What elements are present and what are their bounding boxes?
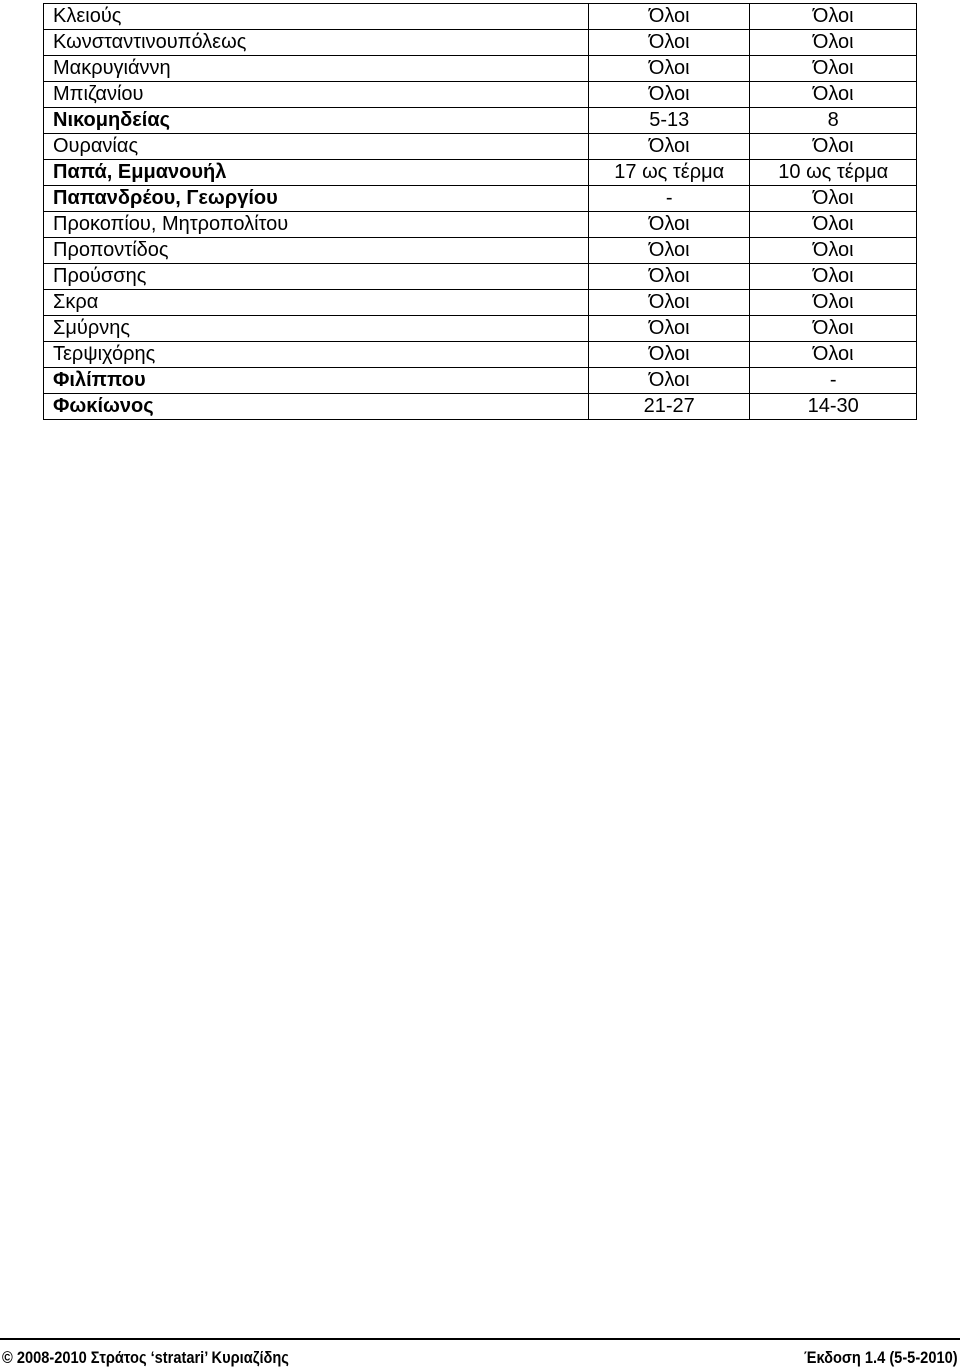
range-cell-1: 21-27 [588, 394, 749, 420]
range-cell-2: Όλοι [750, 56, 917, 82]
table-row [44, 290, 917, 316]
range-cell-1: 5-13 [588, 108, 749, 134]
streets-table-body [44, 4, 917, 420]
table-row [44, 316, 917, 342]
table-row [44, 264, 917, 290]
table-row [44, 238, 917, 264]
range-cell-2: 10 ως τέρμα [750, 160, 917, 186]
footer-copyright: © 2008-2010 Στράτος ‘stratari’ Κυριαζίδης [2, 1348, 289, 1367]
range-cell-1: Όλοι [588, 30, 749, 56]
range-cell-2: Όλοι [750, 290, 917, 316]
range-cell-2: Όλοι [750, 212, 917, 238]
table-row [44, 160, 917, 186]
range-cell-1: Όλοι [588, 316, 749, 342]
street-name-cell: Προκοπίου, Μητροπολίτου [44, 212, 589, 238]
street-name-cell: Ουρανίας [44, 134, 589, 160]
table-row [44, 82, 917, 108]
table-row [44, 394, 917, 420]
range-cell-2: Όλοι [750, 186, 917, 212]
street-name-cell: Σκρα [44, 290, 589, 316]
range-cell-1: Όλοι [588, 82, 749, 108]
range-cell-1: Όλοι [588, 134, 749, 160]
range-cell-1: Όλοι [588, 264, 749, 290]
table-row [44, 212, 917, 238]
range-cell-1: Όλοι [588, 212, 749, 238]
street-name-cell: Παπανδρέου, Γεωργίου [44, 186, 589, 212]
range-cell-2: Όλοι [750, 82, 917, 108]
street-name-cell: Προποντίδος [44, 238, 589, 264]
range-cell-2: Όλοι [750, 4, 917, 30]
table-row [44, 108, 917, 134]
table-row [44, 186, 917, 212]
range-cell-1: Όλοι [588, 368, 749, 394]
street-name-cell: Κλειούς [44, 4, 589, 30]
street-name-cell: Σμύρνης [44, 316, 589, 342]
street-name-cell: Τερψιχόρης [44, 342, 589, 368]
street-name-cell: Μπιζανίου [44, 82, 589, 108]
range-cell-2: Όλοι [750, 316, 917, 342]
range-cell-1: Όλοι [588, 4, 749, 30]
footer-divider [0, 1338, 960, 1340]
range-cell-1: 17 ως τέρμα [588, 160, 749, 186]
range-cell-2: Όλοι [750, 342, 917, 368]
range-cell-2: Όλοι [750, 238, 917, 264]
range-cell-1: - [588, 186, 749, 212]
range-cell-1: Όλοι [588, 56, 749, 82]
table-row [44, 56, 917, 82]
table-row [44, 4, 917, 30]
range-cell-1: Όλοι [588, 342, 749, 368]
street-name-cell: Κωνσταντινουπόλεως [44, 30, 589, 56]
street-name-cell: Προύσσης [44, 264, 589, 290]
range-cell-2: Όλοι [750, 134, 917, 160]
range-cell-1: Όλοι [588, 238, 749, 264]
range-cell-2: 14-30 [750, 394, 917, 420]
range-cell-2: Όλοι [750, 264, 917, 290]
street-name-cell: Νικομηδείας [44, 108, 589, 134]
streets-table [43, 3, 917, 420]
street-name-cell: Μακρυγιάννη [44, 56, 589, 82]
street-name-cell: Φιλίππου [44, 368, 589, 394]
range-cell-2: 8 [750, 108, 917, 134]
range-cell-2: Όλοι [750, 30, 917, 56]
footer-version: Έκδοση 1.4 (5-5-2010) [804, 1348, 958, 1367]
table-row [44, 368, 917, 394]
page-footer [0, 1338, 960, 1368]
table-row [44, 30, 917, 56]
street-name-cell: Φωκίωνος [44, 394, 589, 420]
table-row [44, 342, 917, 368]
range-cell-2: - [750, 368, 917, 394]
range-cell-1: Όλοι [588, 290, 749, 316]
table-row [44, 134, 917, 160]
street-name-cell: Παπά, Εμμανουήλ [44, 160, 589, 186]
